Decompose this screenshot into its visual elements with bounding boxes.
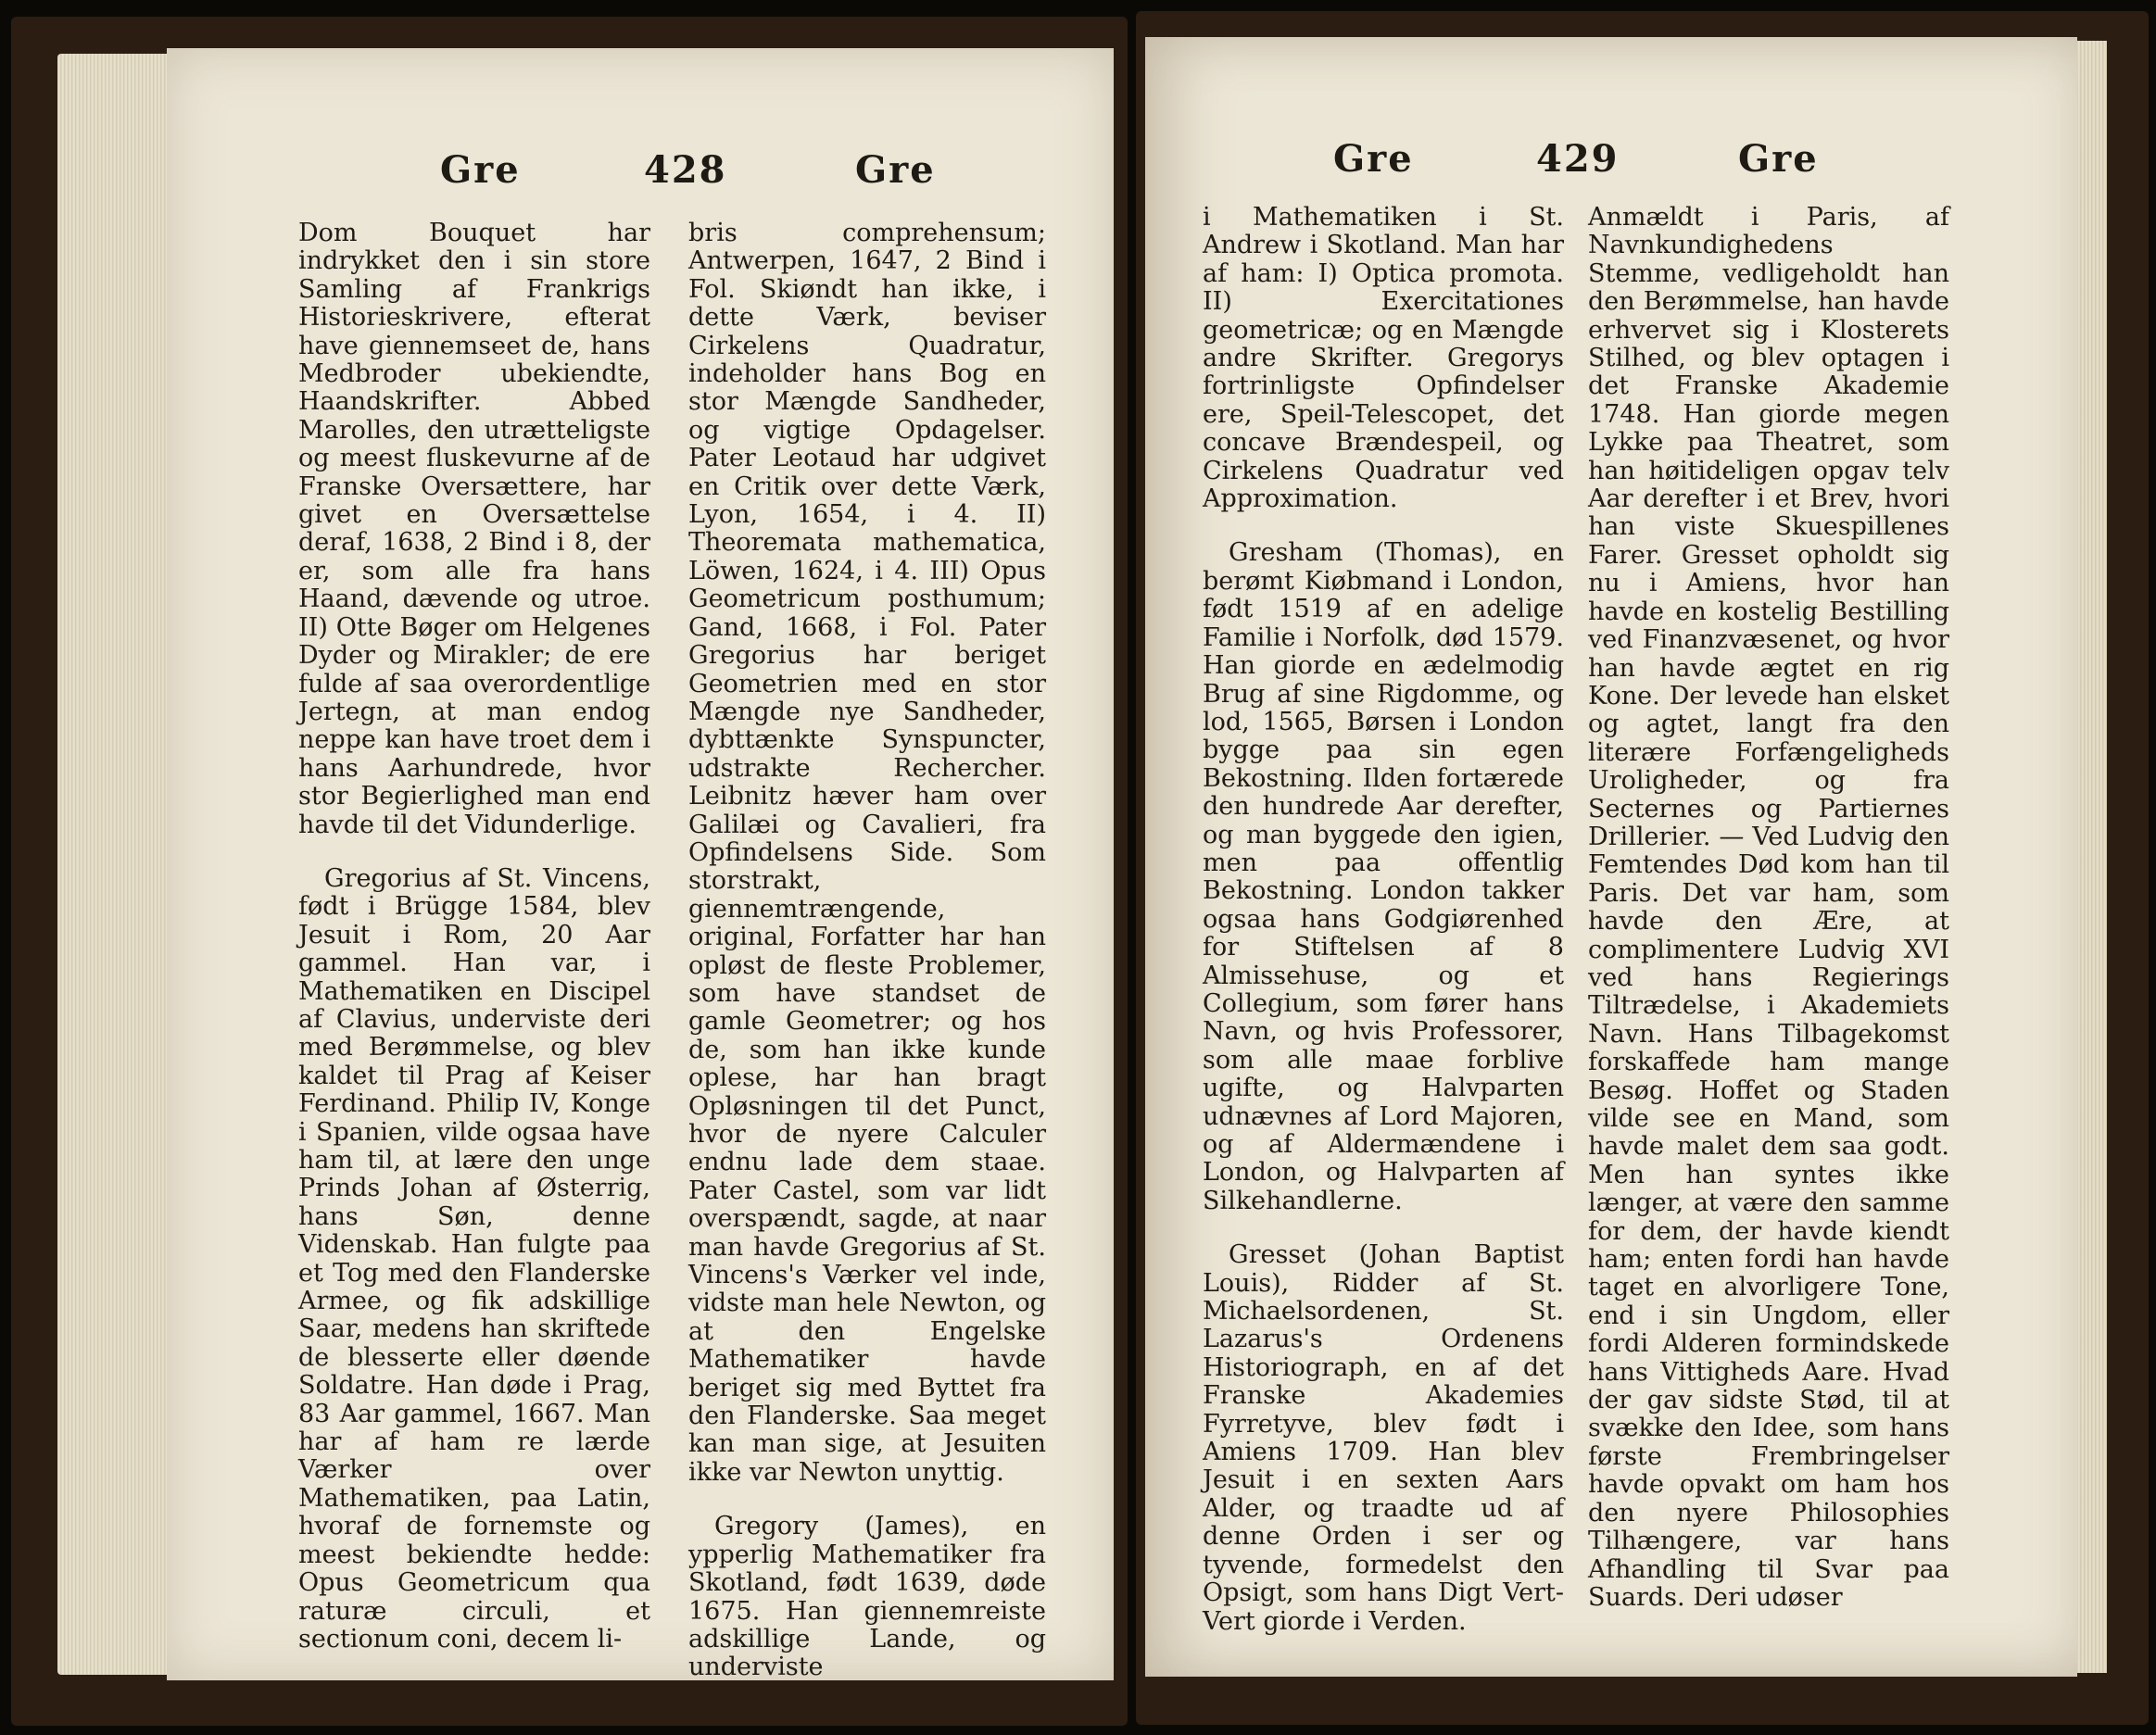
text-column-1 bbox=[1203, 203, 1564, 1636]
page-number: 428 bbox=[644, 148, 727, 192]
paragraph: Gregorius af St. Vincens, født i Brügge 1584, blev Jesuit i Rom, 20 Aar gammel. Han var, i Mathematiken en Discipel af Clavius, underviste deri med Berømmelse, og blev kaldet til Prag af Keiser Ferdinand. Philip IV, Konge i Spanien, vilde ogsaa have ham til, at lære den unge Prinds Johan af Østerrig, hans Søn, denne Videnskab. Han fulgte paa et Tog med den Flanderske Armee, og fik adskillige Saar, medens han skriftede de blesserte eller døende Soldatre. Han døde i Prag, 83 Aar gammel, 1667. Man har af ham re lærde Værker over Mathematiken, paa Latin, hvoraf de fornemste og meest bekiendte hedde: Opus Geometricum qua raturæ circuli, et sectionum coni, decem li- bbox=[298, 863, 650, 1653]
right-page-edges bbox=[2077, 41, 2107, 1673]
paragraph: Gresham (Thomas), en berømt Kiøbmand i London, født 1519 af en adelige Familie i Norfolk, død 1579. Han giorde en ædelmodig Brug af sine Rigdomme, og lod, 1565, Børsen i London bygge paa sin egen Bekostning. Ilden fortærede den hundrede Aar derefter, og man byggede den igien, men paa offentlig Bekostning. London takker ogsaa hans Godgiørenhed for Stiftelsen af 8 Almissehuse, og et Collegium, som fører hans Navn, og hvis Professorer, som alle maae forblive ugifte, og Halvparten udnævnes af Lord Majoren, og af Aldermændene i London, og Halvparten af Silkehandlerne. bbox=[1203, 538, 1564, 1215]
paragraph: Dom Bouquet har indrykket den i sin store Samling af Frankrigs Historieskrivere, efterat have giennemseet de, hans Medbroder ubekiendte, Haandskrifter. Abbed Marolles, den utrætteligste og meest fluskevurne af de Franske Oversættere, har givet en Oversættelse deraf, 1638, 2 Bind i 8, der er, som alle fra hans Haand, dævende og utroe. II) Otte Bøger om Helgenes Dyder og Mirakler; de ere fulde af saa overordentlige Jertegn, at man endog neppe kan have troet dem i hans Aarhundrede, hvor stor Begierlighed man end havde til det Vidunderlige. bbox=[298, 219, 650, 839]
running-head-right: Gre bbox=[1738, 137, 1819, 181]
text-column-2 bbox=[1588, 203, 1949, 1612]
paragraph: Anmældt i Paris, af Navnkundighedens Stemme, vedligeholdt han den Berømmelse, han havde erhvervet sig i Klosterets Stilhed, og blev optagen i det Franske Akademie 1748. Han giorde megen Lykke paa Theatret, som han høitideligen opgav telv Aar derefter i et Brev, hvori han viste Skuespillenes Farer. Gresset opholdt sig nu i Amiens, hvor han havde en kostelig Bestilling ved Finanzvæsenet, og hvor han havde ægtet en rig Kone. Der levede han elsket og agtet, langt fra den literære Forfængeligheds Uroligheder, og fra Secternes og Partiernes Drillerier. — Ved Ludvig den Femtendes Død kom han til Paris. Det var ham, som havde den Ære, at complimentere Ludvig XVI ved hans Regierings Tiltrædelse, i Akademiets Navn. Hans Tilbagekomst forskaffede ham mange Besøg. Hoffet og Staden vilde see en Mand, som havde malet dem saa godt. Men han syntes ikke længer, at være den samme for dem, der havde kiendt ham; enten fordi han havde taget en alvorligere Tone, end i sin Ungdom, eller fordi Alderen formindskede hans Vittigheds Aare. Hvad der gav sidste Stød, til at svække den Idee, som hans første Frembringelser havde opvakt om ham hos den nyere Philosophies Tilhængere, var hans Afhandling til Svar paa Suards. Deri udøser bbox=[1588, 203, 1949, 1612]
running-head-left: Gre bbox=[440, 148, 521, 192]
running-head-left: Gre bbox=[1333, 137, 1414, 181]
page-number: 429 bbox=[1536, 137, 1620, 181]
text-column-2 bbox=[688, 219, 1046, 1682]
running-head-right: Gre bbox=[855, 148, 936, 192]
right-page bbox=[1145, 37, 2077, 1677]
paragraph: bris comprehensum; Antwerpen, 1647, 2 Bind i Fol. Skiøndt han ikke, i dette Værk, beviser Cirkelens Quadratur, indeholder hans Bog en stor Mængde Sandheder, og vigtige Opdagelser. Pater Leotaud har udgivet en Critik over dette Værk, Lyon, 1654, i 4. II) Theoremata mathematica, Löwen, 1624, i 4. III) Opus Geometricum posthumum; Gand, 1668, i Fol. Pater Gregorius har beriget Geometrien med en stor Mængde nye Sandheder, dybttænkte Synspuncter, udstrakte Rechercher. Leibnitz hæver ham over Galilæi og Cavalieri, fra Opfindelsens Side. Som storstrakt, giennemtrængende, original, Forfatter har han opløst de fleste Problemer, som have standset de gamle Geometrer; og hos de, som han ikke kunde oplese, har han bragt Opløsningen til det Punct, hvor de nyere Calculer endnu lade dem staae. Pater Castel, som var lidt overspændt, sagde, at naar man havde Gregorius af St. Vincens's Værker vel inde, vidste man hele Newton, og at den Engelske Mathematiker havde beriget sig med Byttet fra den Flanderske. Saa meget kan man sige, at Jesuiten ikke var Newton unyttig. bbox=[688, 219, 1046, 1487]
paragraph: Gresset (Johan Baptist Louis), Ridder af St. Michaelsordenen, St. Lazarus's Ordenens Historiograph, en af det Franske Akademies Fyrretyve, blev født i Amiens 1709. Han blev Jesuit i en sexten Aars Alder, og traadte ud af denne Orden i ser og tyvende, formedelst den Opsigt, som hans Digt Vert-Vert giorde i Verden. bbox=[1203, 1240, 1564, 1636]
paragraph: i Mathematiken i St. Andrew i Skotland. Man har af ham: I) Optica promota. II) Exercitationes geometricæ; og en Mængde andre Skrifter. Gregorys fortrinligste Opfindelser ere, Speil-Telescopet, det concave Brændespeil, og Cirkelens Quadratur ved Approximation. bbox=[1203, 203, 1564, 514]
text-column-1 bbox=[298, 219, 650, 1653]
left-page bbox=[167, 48, 1114, 1680]
paragraph: Gregory (James), en ypperlig Mathematiker fra Skotland, født 1639, døde 1675. Han giennemreiste adskillige Lande, og underviste bbox=[688, 1512, 1046, 1682]
